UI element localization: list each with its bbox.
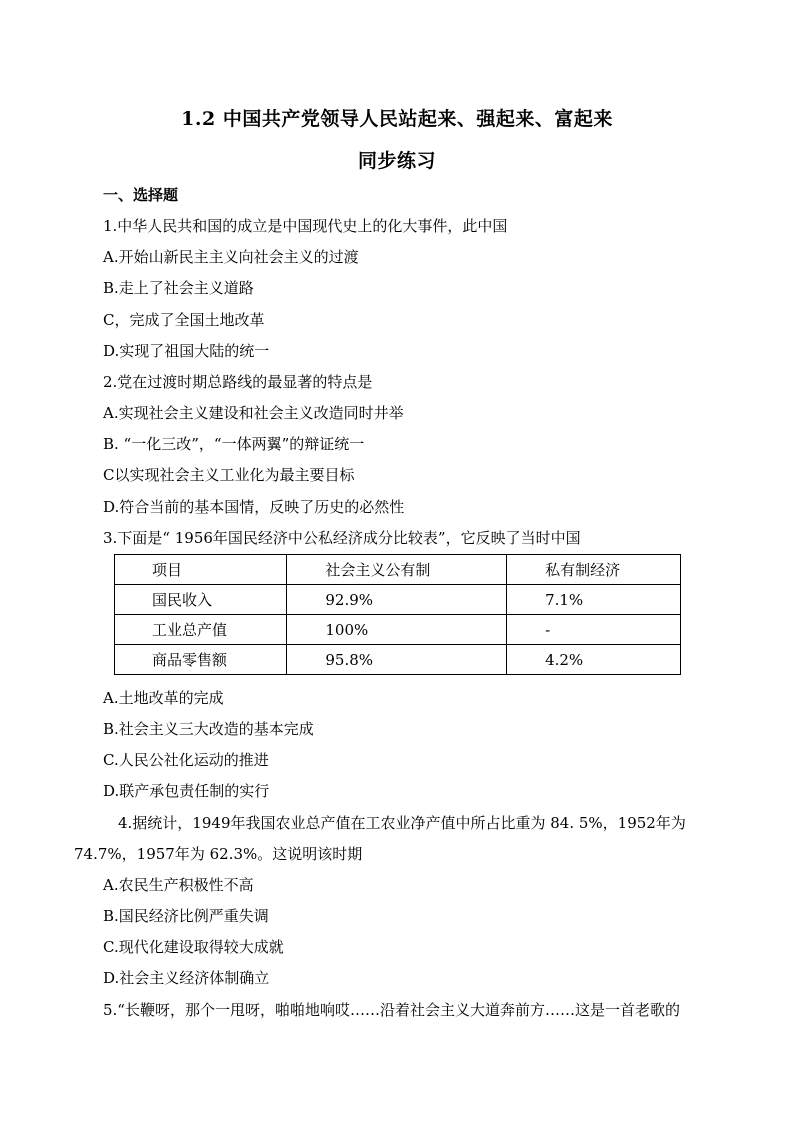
question-3-stem: 3.下面是“ 1956年国民经济中公私经济成分比较表”，它反映了当时中国 [103,529,581,547]
question-3-option-a: A.土地改革的完成 [103,689,224,707]
question-4-option-c: C.现代化建设取得较大成就 [103,938,284,956]
question-4-option-a: A.农民生产积极性不高 [103,876,254,894]
question-3-option-d: D.联产承包责任制的实行 [103,782,270,800]
table-header-row [115,555,681,585]
question-4-option-b: B.国民经济比例严重失调 [103,907,269,925]
question-3-option-b: B.社会主义三大改造的基本完成 [103,720,314,738]
question-1-option-b: B.走上了社会主义道路 [103,279,254,297]
doc-subtitle: 同步练习 [357,150,436,172]
question-1-stem: 1.中华人民共和国的成立是中国现代史上的化大事件，此中国 [103,217,508,235]
table-cell: - [507,615,681,645]
question-1-option-c: C，完成了全国土地改革 [103,311,265,329]
table-cell: 95.8% [287,645,507,675]
table-header-cell: 项目 [115,555,287,585]
question-5-stem: 5.“长鞭呀，那个一甩呀，啪啪地响哎……沿着社会主义大道奔前方……这是一首老歌的 [103,1001,680,1019]
table-cell: 100% [287,615,507,645]
question-3-option-c: C.人民公社化运动的推进 [103,751,269,769]
table-cell: 4.2% [507,645,681,675]
economy-comparison-table [114,554,681,675]
table-header-cell: 私有制经济 [507,555,681,585]
section-heading: 一、选择题 [103,186,179,204]
table-cell: 商品零售额 [115,645,287,675]
question-4-stem: 4.据统计，1949年我国农业总产值在工农业净产值中所占比重为 84. 5%，1952年为 [118,814,686,832]
table-header-cell: 社会主义公有制 [287,555,507,585]
table-row [115,615,681,645]
doc-title: 1.2 中国共产党领导人民站起来、强起来、富起来 [181,108,613,130]
table-row [115,645,681,675]
question-4-option-d: D.社会主义经济体制确立 [103,969,270,987]
table-cell: 7.1% [507,585,681,615]
question-1-option-d: D.实现了祖国大陆的统一 [103,342,270,360]
question-2-option-b: B. “一化三改”，“一体两翼”的辩证统一 [103,435,365,453]
table-cell: 92.9% [287,585,507,615]
table-cell: 工业总产值 [115,615,287,645]
question-2-option-a: A.实现社会主义建设和社会主义改造同时井举 [103,404,404,422]
table-cell: 国民收入 [115,585,287,615]
question-1-option-a: A.开始山新民主主义向社会主义的过渡 [103,248,359,266]
question-4-stem-cont: 74.7%，1957年为 62.3%。这说明该时期 [74,845,363,863]
question-2-option-d: D.符合当前的基本国情，反映了历史的必然性 [103,498,405,516]
question-2-stem: 2.党在过渡时期总路线的最显著的特点是 [103,373,373,391]
question-2-option-c: C以实现社会主义工业化为最主要目标 [103,466,355,484]
table-row [115,585,681,615]
